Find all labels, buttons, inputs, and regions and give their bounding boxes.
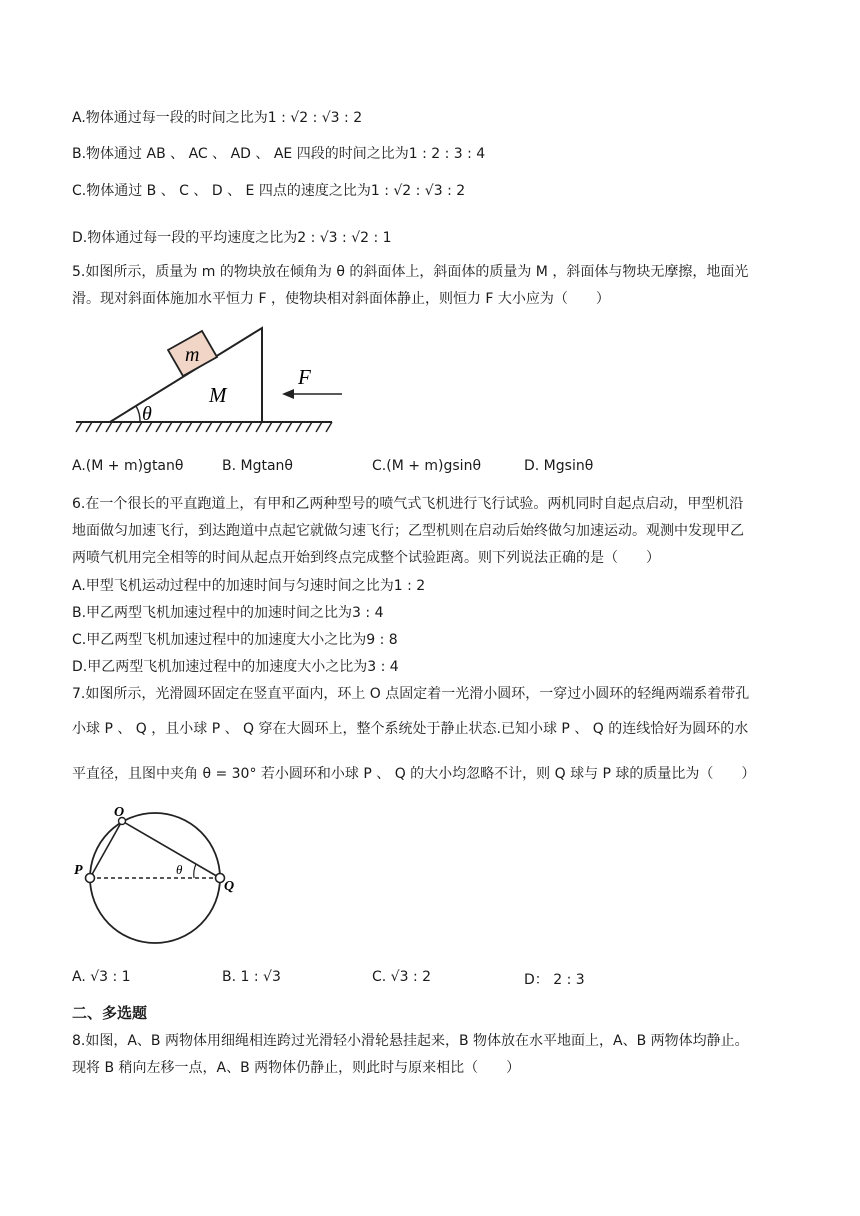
q6-stem-line1: 6.在一个很长的平直跑道上，有甲和乙两种型号的喷气式飞机进行飞行试验。两机同时自起点启动，甲型机沿	[72, 496, 744, 512]
angle-arc	[136, 406, 140, 422]
q5-option-a[interactable]: A.(M + m)gtanθ	[72, 458, 184, 474]
q4-option-d[interactable]: D.物体通过每一段的平均速度之比为2 : √3 : √2 : 1	[72, 230, 392, 246]
q6-stem-line2: 地面做匀加速飞行，到达跑道中点起它就做匀速飞行；乙型机则在启动后始终做匀加速运动。观测中发现甲乙	[72, 523, 744, 539]
q5-option-d[interactable]: D. Mgsinθ	[524, 458, 594, 474]
q4-option-a[interactable]: A.物体通过每一段的时间之比为1 : √2 : √3 : 2	[72, 110, 363, 126]
q5-stem-line2: 滑。现对斜面体施加水平恒力 F ，使物块相对斜面体静止，则恒力 F 大小应为（ ）	[72, 291, 610, 307]
q8-stem-line2: 现将 B 稍向左移一点，A、B 两物体仍静止，则此时与原来相比（ ）	[72, 1060, 521, 1076]
rope-oq	[122, 821, 220, 878]
q7-option-c[interactable]: C. √3 : 2	[372, 969, 432, 985]
q6-stem-line3: 两喷气机用完全相等的时间从起点开始到终点完成整个试验距离。则下列说法正确的是（ ）	[72, 550, 660, 566]
label-theta: θ	[176, 862, 183, 877]
force-arrowhead	[282, 389, 294, 399]
angle-label: θ	[142, 403, 152, 425]
section-title-multiple-choice: 二、多选题	[72, 1004, 148, 1022]
block-label: m	[185, 344, 200, 366]
label-p: P	[74, 863, 83, 878]
q5-incline-figure	[70, 318, 350, 442]
q7-stem-line2: 小球 P 、 Q ，且小球 P 、 Q 穿在大圆环上，整个系统处于静止状态.已知小球 P 、 Q 的连线恰好为圆环的水	[72, 721, 749, 737]
q6-option-b[interactable]: B.甲乙两型飞机加速过程中的加速时间之比为3 : 4	[72, 605, 384, 621]
q5-option-b[interactable]: B. Mgtanθ	[222, 458, 293, 474]
theta-arc	[194, 864, 196, 878]
body-label: M	[209, 383, 227, 407]
q7-stem-line1: 7.如图所示，光滑圆环固定在竖直平面内，环上 O 点固定着一光滑小圆环，一穿过小圆环的轻绳两端系着带孔	[72, 686, 750, 702]
q4-option-c[interactable]: C.物体通过 B 、 C 、 D 、 E 四点的速度之比为1 : √2 : √3 : 2	[72, 183, 466, 199]
q4-option-b[interactable]: B.物体通过 AB 、 AC 、 AD 、 AE 四段的时间之比为1 : 2 : 3 : 4	[72, 146, 486, 162]
label-o: O	[114, 805, 125, 820]
ground-hatch	[76, 422, 332, 432]
q6-option-a[interactable]: A.甲型飞机运动过程中的加速时间与匀速时间之比为1 : 2	[72, 578, 426, 594]
q7-option-b[interactable]: B. 1 : √3	[222, 969, 281, 985]
q7-option-a[interactable]: A. √3 : 1	[72, 969, 131, 985]
label-q: Q	[224, 879, 235, 894]
force-label: F	[298, 365, 311, 389]
q6-option-d[interactable]: D.甲乙两型飞机加速过程中的加速度大小之比为3 : 4	[72, 659, 399, 675]
q6-option-c[interactable]: C.甲乙两型飞机加速过程中的加速度大小之比为9 : 8	[72, 632, 398, 648]
q8-stem-line1: 8.如图，A、B 两物体用细绳相连跨过光滑轻小滑轮悬挂起来，B 物体放在水平地面上，A、B 两物体均静止。	[72, 1033, 749, 1049]
q7-ring-figure	[70, 802, 240, 952]
ball-p	[86, 874, 95, 883]
q7-option-d[interactable]: D： 2 : 3	[524, 972, 585, 988]
q5-option-c[interactable]: C.(M + m)gsinθ	[372, 458, 482, 474]
rope-op	[90, 821, 122, 878]
q7-stem-line3: 平直径，且图中夹角 θ = 30° 若小圆环和小球 P 、 Q 的大小均忽略不计，则 Q 球与 P 球的质量比为（ ）	[72, 766, 756, 782]
q5-stem-line1: 5.如图所示，质量为 m 的物块放在倾角为 θ 的斜面体上，斜面体的质量为 M ，斜面体与物块无摩擦，地面光	[72, 264, 749, 280]
